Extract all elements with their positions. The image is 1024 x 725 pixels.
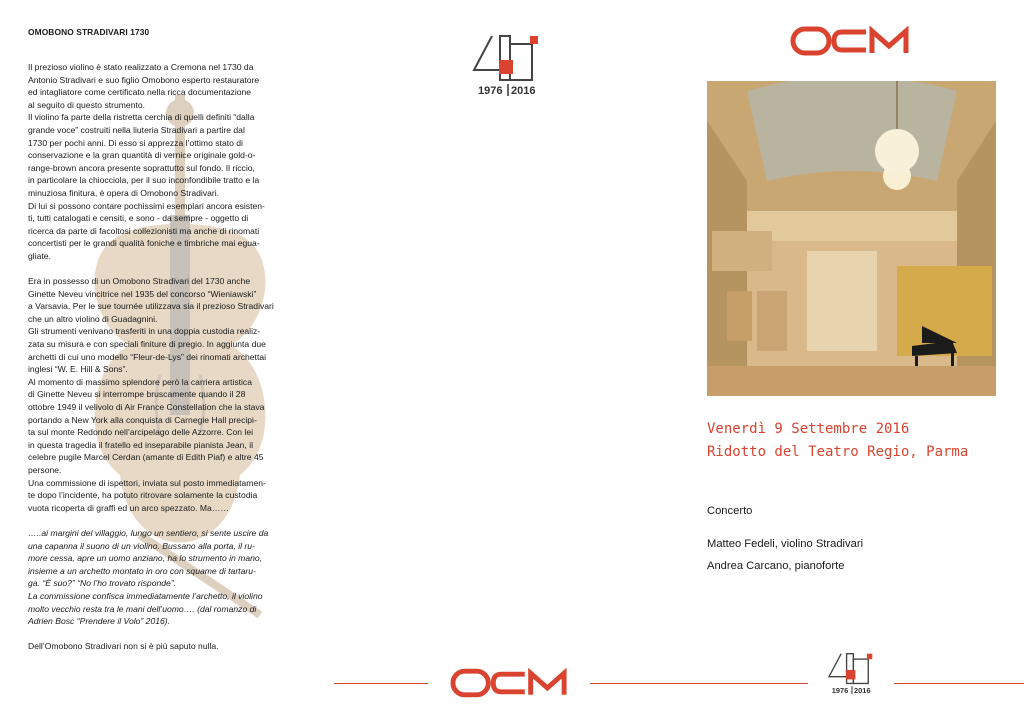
- article-heading: OMOBONO STRADIVARI 1730: [28, 27, 150, 37]
- divider-line: [334, 683, 428, 684]
- text-line: archetti di cui uno modello “Fleur-de-Lys” dei rinomati archettai: [28, 351, 267, 362]
- paragraph-novel-quote: [28, 527, 310, 628]
- logo-year-start: 1976: [478, 85, 503, 97]
- text-line: di Ginette Neveu si interrompe bruscamente quando il 28: [28, 389, 246, 400]
- text-line: vuota ricoperta di graffi ed un arco spezzato. Ma……: [28, 502, 229, 513]
- text-line: minuziosa finitura, è opera di Omobono Stradivari.: [28, 187, 220, 198]
- paragraph-neveu: [28, 275, 310, 514]
- text-line: gliate.: [28, 250, 51, 261]
- text-line: Il prezioso violino è stato realizzato a Cremona nel 1730 da: [28, 62, 254, 72]
- anniversary-40-logo: [470, 32, 546, 100]
- text-line: …..ai margini del villaggio, lungo un sentiero, si sente uscire da: [28, 527, 269, 538]
- text-line: more cessa, apre un uomo anziano, ha lo strumento in mano,: [28, 553, 263, 564]
- concert-label: Concerto: [707, 505, 753, 517]
- text-line: Antonio Stradivari e suo figlio Omobono esperto restauratore: [28, 74, 260, 85]
- performer-violin: Matteo Fedeli, violino Stradivari: [707, 538, 864, 550]
- divider-line: [894, 683, 1024, 684]
- text-line: al seguito di questo strumento.: [28, 99, 146, 110]
- text-line: zata su misura e con speciali finiture di pregio. In aggiunta due: [28, 339, 266, 350]
- text-line: ricerca da parte di facoltosi collezionisti ma anche di rinomati: [28, 225, 260, 236]
- text-line: persone.: [28, 465, 62, 475]
- event-venue: Ridotto del Teatro Regio, Parma: [707, 444, 969, 460]
- text-line: Una commissione di ispettori, inviata sul posto immediatamen-: [28, 477, 266, 488]
- text-line: celebre pugile Marcel Cerdan (amante di Edith Piaf) e altre 45: [28, 452, 264, 463]
- text-line: Il violino fa parte della ristretta cerchia di quelli definiti “dalla: [28, 112, 255, 123]
- text-line: Ginette Neveu vincitrice nel 1935 del concorso “Wieniawski”: [28, 288, 257, 299]
- text-line: concertisti per le grandi qualità foniche e timbriche mai egua-: [28, 238, 260, 249]
- text-line: a Varsavia. Per le sue tournée utilizzava sia il prezioso Stradivari: [28, 301, 274, 312]
- concert-hall-photo: [707, 81, 996, 396]
- logo-year-end: 2016: [511, 85, 536, 97]
- left-panel: [0, 0, 340, 725]
- performer-piano: Andrea Carcano, pianoforte: [707, 560, 845, 572]
- text-line: grande voce” costruiti nella liuteria Stradivari a partire dal: [28, 124, 245, 135]
- text-line: Dell’Omobono Stradivari non si è più saputo nulla.: [28, 641, 219, 652]
- text-line: in particolare la chiocciola, per il suo inconfondibile tratto e la: [28, 175, 260, 186]
- text-line: ga. “È suo?” “No l’ho trovato risponde”.: [28, 578, 177, 589]
- paragraph-history: [28, 61, 310, 263]
- text-line: ottobre 1949 il velivolo di Air France Constellation che la stava: [28, 402, 265, 413]
- ocm-logo-bottom: [450, 668, 570, 698]
- text-line: che un altro violino di Guadagnini.: [28, 313, 158, 324]
- text-line: Di lui si possono contare pochissimi esemplari ancora esisten-: [28, 200, 265, 211]
- text-line: in questa tragedia il fratello ed inseparabile pianista Jean, il: [28, 439, 254, 450]
- text-line: ed intagliatore come certificato nella ricca documentazione: [28, 87, 252, 98]
- logo-year-end: 2016: [854, 685, 871, 695]
- text-line: insieme a un archetto montato in oro con squame di tartaru-: [28, 565, 256, 576]
- paragraph-conclusion: [28, 640, 310, 653]
- text-line: range-brown ancora presente soprattutto sul fondo. Il riccio,: [28, 162, 255, 173]
- text-line: ta sul monte Redondo nell’arcipelago delle Azzorre. Con lei: [28, 427, 254, 438]
- text-line: Gli strumenti venivano trasferiti in una doppia custodia realiz-: [28, 326, 261, 337]
- logo-year-start: 1976: [831, 685, 849, 695]
- event-date: Venerdì 9 Settembre 2016: [707, 421, 910, 437]
- text-line: inglesi “W. E. Hill & Sons”.: [28, 364, 128, 375]
- text-line: te dopo l’incidente, ha potuto ritrovare solamente la custodia: [28, 490, 258, 501]
- text-line: Adrien Bosc “Prendere il Volo” 2016).: [28, 616, 171, 627]
- text-line: ti, tutti catalogati e censiti, e sono - da sempre - oggetto di: [28, 213, 249, 224]
- ocm-logo: [790, 26, 912, 56]
- text-line: 1730 per pochi anni. Di esso si apprezza l’ottimo stato di: [28, 137, 243, 148]
- text-line: portando a New York alla conquista di Carnegie Hall precipi-: [28, 414, 257, 425]
- text-line: Al momento di massimo splendore però la carriera artistica: [28, 376, 253, 387]
- text-line: molto vecchio resta tra le mani dell’uomo…. (dal romanzo di: [28, 603, 257, 614]
- text-line: La commissione confisca immediatamente l’archetto, il violino: [28, 590, 263, 601]
- article-body: [28, 61, 310, 653]
- text-line: conservazione e la gran quantità di vernice originale gold-o-: [28, 150, 256, 161]
- text-line: una capanna il suono di un violino. Bussano alla porta, il ru-: [28, 540, 255, 551]
- anniversary-40-logo-bottom: [826, 651, 878, 697]
- text-line: Era in possesso di un Omobono Stradivari del 1730 anche: [28, 276, 251, 287]
- divider-line: [590, 683, 808, 684]
